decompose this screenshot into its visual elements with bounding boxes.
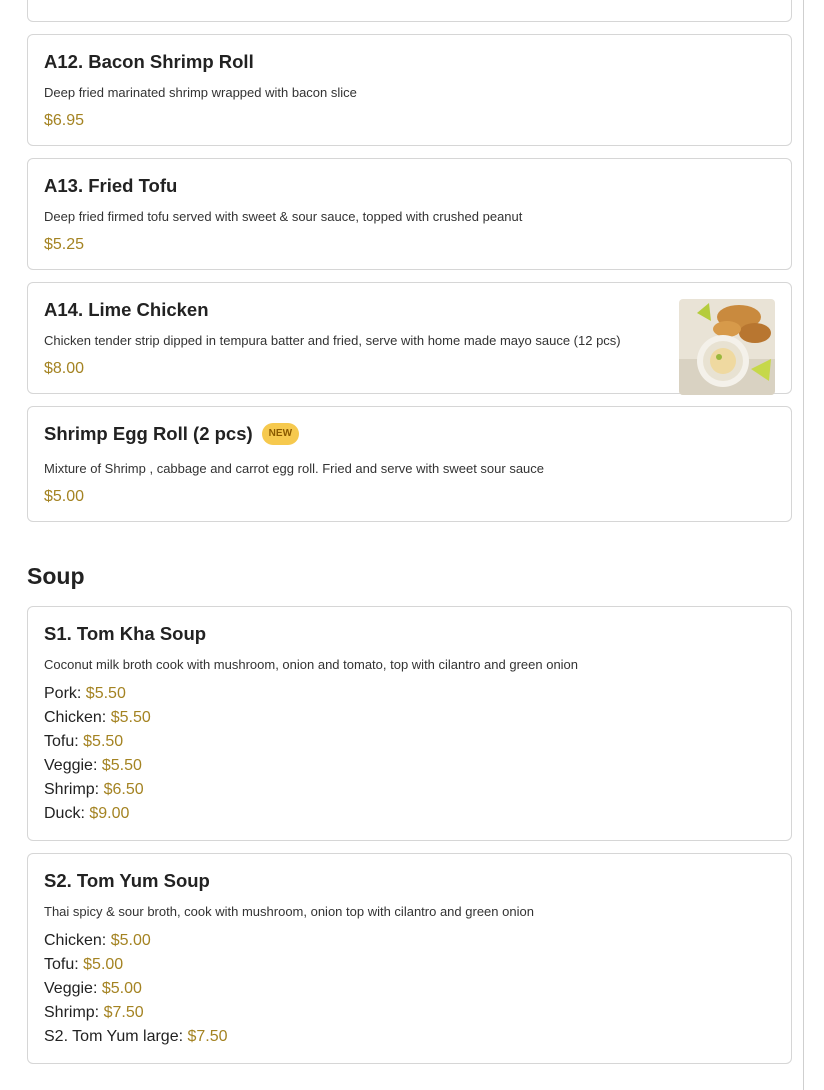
item-description: Mixture of Shrimp , cabbage and carrot egg roll. Fried and serve with sweet sour sauce bbox=[44, 461, 545, 476]
scrollbar-rail[interactable] bbox=[803, 0, 804, 1090]
option-price: $7.50 bbox=[103, 1004, 144, 1021]
option-price: $5.50 bbox=[101, 757, 142, 774]
item-price bbox=[44, 0, 84, 1]
item-name: S1. Tom Kha Soup bbox=[44, 623, 207, 644]
menu-list bbox=[27, 0, 792, 1076]
menu-item-card-partial[interactable] bbox=[27, 0, 792, 22]
item-options bbox=[44, 682, 775, 826]
menu-item-card-s1[interactable] bbox=[27, 606, 792, 841]
menu-item-card-a12[interactable] bbox=[27, 34, 792, 146]
option-label: Tofu: bbox=[44, 733, 79, 750]
item-description: Coconut milk broth cook with mushroom, onion and tomato, top with cilantro and green onion bbox=[44, 657, 579, 672]
option-row bbox=[44, 929, 775, 953]
new-badge: NEW bbox=[262, 423, 299, 445]
option-price: $6.50 bbox=[103, 781, 144, 798]
option-price: $5.50 bbox=[110, 709, 151, 726]
section-title-soup: Soup bbox=[27, 563, 85, 589]
option-row bbox=[44, 682, 775, 706]
option-row bbox=[44, 778, 775, 802]
item-name: A13. Fried Tofu bbox=[44, 175, 178, 196]
item-name: A12. Bacon Shrimp Roll bbox=[44, 51, 254, 72]
option-price: $5.00 bbox=[101, 980, 142, 997]
option-label: Shrimp: bbox=[44, 781, 100, 798]
option-price: $5.50 bbox=[83, 733, 124, 750]
option-label: Tofu: bbox=[44, 956, 79, 973]
option-row bbox=[44, 977, 775, 1001]
menu-item-card-shrimp-egg-roll[interactable] bbox=[27, 406, 792, 522]
option-label: S2. Tom Yum large: bbox=[44, 1028, 184, 1045]
item-price: $5.00 bbox=[44, 488, 85, 505]
option-label: Duck: bbox=[44, 805, 85, 822]
option-label: Shrimp: bbox=[44, 1004, 100, 1021]
item-price: $5.25 bbox=[44, 236, 85, 253]
item-photo[interactable] bbox=[679, 299, 775, 395]
item-description: Chicken tender strip dipped in tempura batter and fried, serve with home made mayo sauce (12 pcs) bbox=[44, 333, 621, 348]
menu-item-card-a14[interactable] bbox=[27, 282, 792, 394]
option-label: Veggie: bbox=[44, 757, 98, 774]
menu-item-card-a13[interactable] bbox=[27, 158, 792, 270]
option-row bbox=[44, 1001, 775, 1025]
item-description: Deep fried firmed tofu served with sweet & sour sauce, topped with crushed peanut bbox=[44, 209, 523, 224]
item-price: $6.95 bbox=[44, 112, 85, 129]
option-price: $9.00 bbox=[89, 805, 130, 822]
option-label: Veggie: bbox=[44, 980, 98, 997]
lime-chicken-photo-icon bbox=[679, 299, 775, 395]
item-description: Deep fried marinated shrimp wrapped with bacon slice bbox=[44, 85, 357, 100]
option-price: $5.00 bbox=[110, 932, 151, 949]
option-row bbox=[44, 802, 775, 826]
option-row bbox=[44, 1025, 775, 1049]
option-label: Chicken: bbox=[44, 709, 107, 726]
item-name: Shrimp Egg Roll (2 pcs) bbox=[44, 423, 253, 444]
item-name: A14. Lime Chicken bbox=[44, 299, 209, 320]
option-price: $5.50 bbox=[85, 685, 126, 702]
option-label: Pork: bbox=[44, 685, 82, 702]
option-row bbox=[44, 953, 775, 977]
option-price: $5.00 bbox=[83, 956, 124, 973]
menu-item-card-s2[interactable] bbox=[27, 853, 792, 1064]
item-description: Thai spicy & sour broth, cook with mushroom, onion top with cilantro and green onion bbox=[44, 904, 534, 919]
item-price: $8.00 bbox=[44, 360, 85, 377]
option-row bbox=[44, 754, 775, 778]
item-options bbox=[44, 929, 775, 1049]
item-name: S2. Tom Yum Soup bbox=[44, 870, 210, 891]
option-label: Chicken: bbox=[44, 932, 107, 949]
option-row bbox=[44, 706, 775, 730]
option-row bbox=[44, 730, 775, 754]
option-price: $7.50 bbox=[187, 1028, 228, 1045]
